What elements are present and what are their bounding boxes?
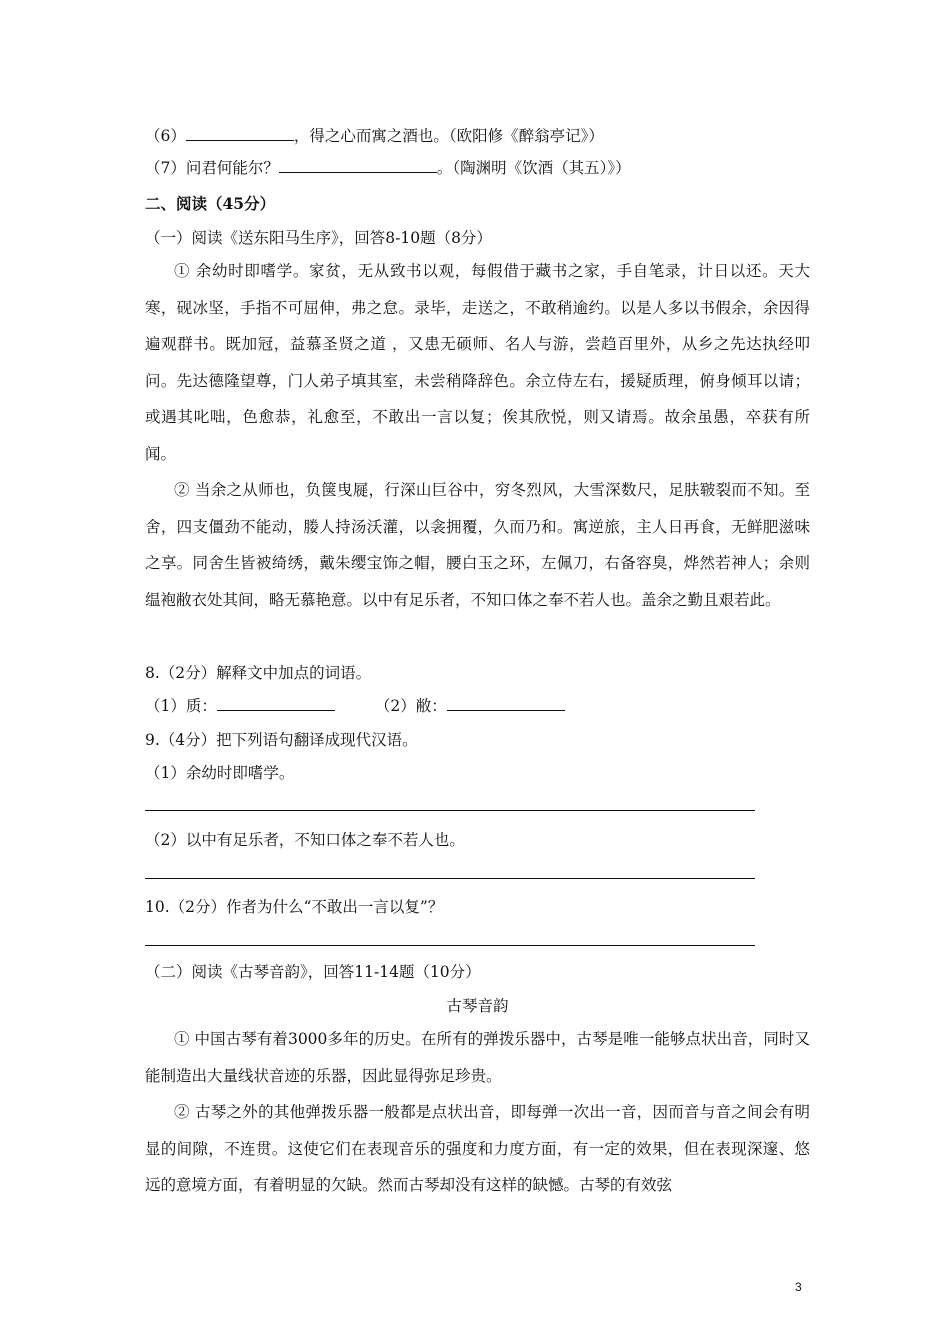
question-7 xyxy=(145,158,631,178)
question-8-answers xyxy=(145,696,565,716)
question-7-prompt: （7）问君何能尔？ xyxy=(145,159,279,177)
question-10: 10.（2分）作者为什么“不敢出一言以复”？ xyxy=(145,898,444,916)
question-8-item-2: （2）敝： xyxy=(374,697,447,715)
answer-blank-6[interactable] xyxy=(186,126,294,141)
question-6 xyxy=(145,126,604,146)
question-7-text: 。（陶渊明《饮酒（其五）》） xyxy=(436,159,631,177)
answer-blank-8-2[interactable] xyxy=(447,696,565,711)
article-title: 古琴音韵 xyxy=(446,997,509,1015)
section-heading: 二、阅读（45分） xyxy=(145,194,276,213)
page-number: 3 xyxy=(795,1280,802,1294)
question-9-item-2: （2）以中有足乐者，不知口体之奉不若人也。 xyxy=(145,831,465,849)
question-8-item-1: （1）质： xyxy=(145,697,217,715)
part1-paragraph-2: ② 当余之从师也，负箧曳屣，行深山巨谷中，穷冬烈风，大雪深数尺，足肤皲裂而不知。至舍，四支僵劲不能动，媵人持汤沃灌，以衾拥覆，久而乃和。寓逆旅，主人日再食，无鲜肥滋味之享。同舍生皆被绮绣，戴朱缨宝饰之帽，腰白玉之环，左佩刀，右备容臭，烨然若神人；余则缊袍敝衣处其间，略无慕艳意。以中有足乐者，不知口体之奉不若人也。盖余之勤且艰若此。 xyxy=(145,481,810,609)
part2-paragraph-2: ② 古琴之外的其他弹拨乐器一般都是点状出音，即每弹一次出一音，因而音与音之间会有明显的间隙，不连贯。这使它们在表现音乐的强度和力度方面，有一定的效果，但在表现深邃、悠远的意境方面，有着明显的欠缺。然而古琴却没有这样的缺憾。古琴的有效弦 xyxy=(145,1103,810,1195)
part1-intro: （一）阅读《送东阳马生序》，回答8-10题（8分） xyxy=(145,229,492,247)
answer-line-9-1[interactable] xyxy=(145,810,755,811)
answer-line-10[interactable] xyxy=(145,945,755,946)
question-9: 9.（4分）把下列语句翻译成现代汉语。 xyxy=(145,731,418,749)
part2-paragraph-1: ① 中国古琴有着3000多年的历史。在所有的弹拨乐器中，古琴是唯一能够点状出音，同时又能制造出大量线状音迹的乐器，因此显得弥足珍贵。 xyxy=(145,1030,810,1085)
question-9-item-1: （1）余幼时即嗜学。 xyxy=(145,764,295,782)
answer-line-9-2[interactable] xyxy=(145,878,755,879)
question-6-text: ，得之心而寓之酒也。（欧阳修《醉翁亭记》） xyxy=(293,127,604,145)
part2-intro: （二）阅读《古琴音韵》，回答11-14题（10分） xyxy=(145,963,481,981)
part1-paragraph-1: ① 余幼时即嗜学。家贫，无从致书以观，每假借于藏书之家，手自笔录，计日以还。天大寒，砚冰坚，手指不可屈伸，弗之怠。录毕，走送之，不敢稍逾约。以是人多以书假余，余因得遍观群书。既加冠，益慕圣贤之道 ，又患无硕师、名人与游，尝趋百里外，从乡之先达执经叩问。先达德隆望尊，门人弟子填其室，未尝稍降辞色。余立侍左右，援疑质理，俯身倾耳以请；或遇其叱咄，色愈恭，礼愈至，不敢出一言以复；俟其欣悦，则又请焉。故余虽愚，卒获有所闻。 xyxy=(145,262,810,463)
question-6-number: （6） xyxy=(145,127,186,145)
question-8: 8.（2分）解释文中加点的词语。 xyxy=(145,664,372,682)
answer-blank-7[interactable] xyxy=(279,158,437,173)
answer-blank-8-1[interactable] xyxy=(217,696,335,711)
